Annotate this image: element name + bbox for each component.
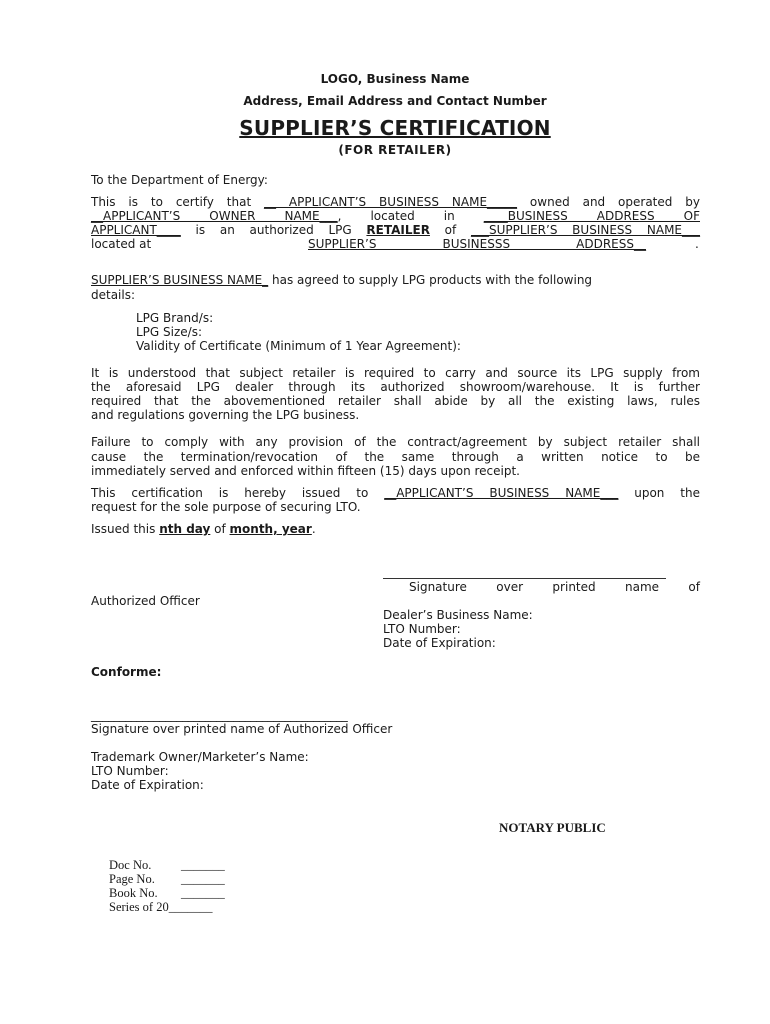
- certify-line-1: This is to certify that __ APPLICANT’S BUSINESS NAME_____ owned and operated by: [91, 195, 700, 209]
- conforme-lto-number-field: LTO Number:: [91, 764, 169, 778]
- certify-line-2: __APPLICANT’S OWNER NAME___, located in ____BUSINESS ADDRESS OF: [91, 209, 700, 223]
- issuance-line-2: request for the sole purpose of securing LTO.: [91, 500, 361, 514]
- issued-date-line: Issued this nth day of month, year.: [91, 522, 316, 536]
- failure-line-1: Failure to comply with any provision of the contract/agreement by subject retailer shall: [91, 435, 700, 449]
- detail-lpg-brand: LPG Brand/s:: [136, 311, 214, 325]
- retailer-keyword: RETAILER: [366, 223, 430, 237]
- detail-validity: Validity of Certificate (Minimum of 1 Year Agreement):: [136, 339, 461, 353]
- understood-line-1: It is understood that subject retailer is required to carry and source its LPG supply from: [91, 366, 700, 380]
- salutation: To the Department of Energy:: [91, 173, 268, 187]
- page-no-label: Page No.: [109, 872, 155, 886]
- applicant-owner-name-field: __APPLICANT’S OWNER NAME___: [91, 209, 338, 223]
- failure-line-2: cause the termination/revocation of the same through a written notice to be: [91, 450, 700, 464]
- certify-line-4-label: located at: [91, 237, 152, 251]
- supplier-business-name-field: ___SUPPLIER’S BUSINESS NAME___: [471, 223, 701, 237]
- dealer-signature-line: [383, 578, 666, 579]
- doc-no-label: Doc No.: [109, 858, 152, 872]
- issued-day-field: nth day: [159, 522, 211, 536]
- dealer-signature-label-2: Authorized Officer: [91, 594, 200, 608]
- certify-line-4-end: .: [695, 237, 699, 251]
- document-subtitle: (FOR RETAILER): [338, 143, 452, 157]
- business-address-field: ____BUSINESS ADDRESS OF: [483, 209, 700, 223]
- document-title: SUPPLIER’S CERTIFICATION: [239, 116, 551, 140]
- supply-agreement-line-1: SUPPLIER’S BUSINESS NAME_ has agreed to supply LPG products with the following: [91, 273, 593, 287]
- conforme-expiration-field: Date of Expiration:: [91, 778, 204, 792]
- conforme-label: Conforme:: [91, 665, 162, 679]
- applicant-business-name-field: __ APPLICANT’S BUSINESS NAME_____: [264, 195, 518, 209]
- series-blank: _______: [168, 900, 213, 914]
- letterhead-logo-name: LOGO, Business Name: [320, 72, 470, 86]
- doc-no-blank: _______: [181, 858, 225, 872]
- understood-line-3: required that the abovementioned retailer shall abide by all the existing laws, rules: [91, 394, 700, 408]
- issuance-line-1: This certification is hereby issued to __APPLICANT’S BUSINESS NAME___ upon the: [91, 486, 700, 500]
- trademark-owner-field: Trademark Owner/Marketer’s Name:: [91, 750, 309, 764]
- dealer-expiration-field: Date of Expiration:: [383, 636, 496, 650]
- book-no-label: Book No.: [109, 886, 158, 900]
- letterhead-contact: Address, Email Address and Contact Number: [243, 94, 547, 108]
- certify-line-3: APPLICANT____ is an authorized LPG RETAILER of ___SUPPLIER’S BUSINESS NAME___: [91, 223, 701, 237]
- conforme-signature-line: _____________________________________________: [91, 708, 348, 722]
- conforme-signature-label: Signature over printed name of Authorized Officer: [91, 722, 393, 736]
- book-no-blank: _______: [181, 886, 225, 900]
- understood-line-4: and regulations governing the LPG business.: [91, 408, 360, 422]
- understood-line-2: the aforesaid LPG dealer through its authorized showroom/warehouse. It is further: [91, 380, 700, 394]
- notary-public-label: NOTARY PUBLIC: [499, 820, 606, 835]
- supplier-address-field: SUPPLIER’S BUSINESSS ADDRESS__: [308, 237, 646, 251]
- series-label: Series of 20_______: [109, 900, 213, 914]
- dealer-signature-label: Signature over printed name of: [409, 580, 700, 594]
- detail-lpg-size: LPG Size/s:: [136, 325, 203, 339]
- failure-line-3: immediately served and enforced within fifteen (15) days upon receipt.: [91, 464, 520, 478]
- dealer-lto-number-field: LTO Number:: [383, 622, 461, 636]
- issued-month-year-field: month, year: [229, 522, 312, 536]
- applicant-business-name-field-2: __APPLICANT’S BUSINESS NAME___: [384, 486, 619, 500]
- dealer-business-name-field: Dealer’s Business Name:: [383, 608, 533, 622]
- supplier-business-name-field-2: SUPPLIER’S BUSINESS NAME_: [91, 273, 269, 287]
- page-no-blank: _______: [181, 872, 225, 886]
- supply-agreement-line-2: details:: [91, 288, 136, 302]
